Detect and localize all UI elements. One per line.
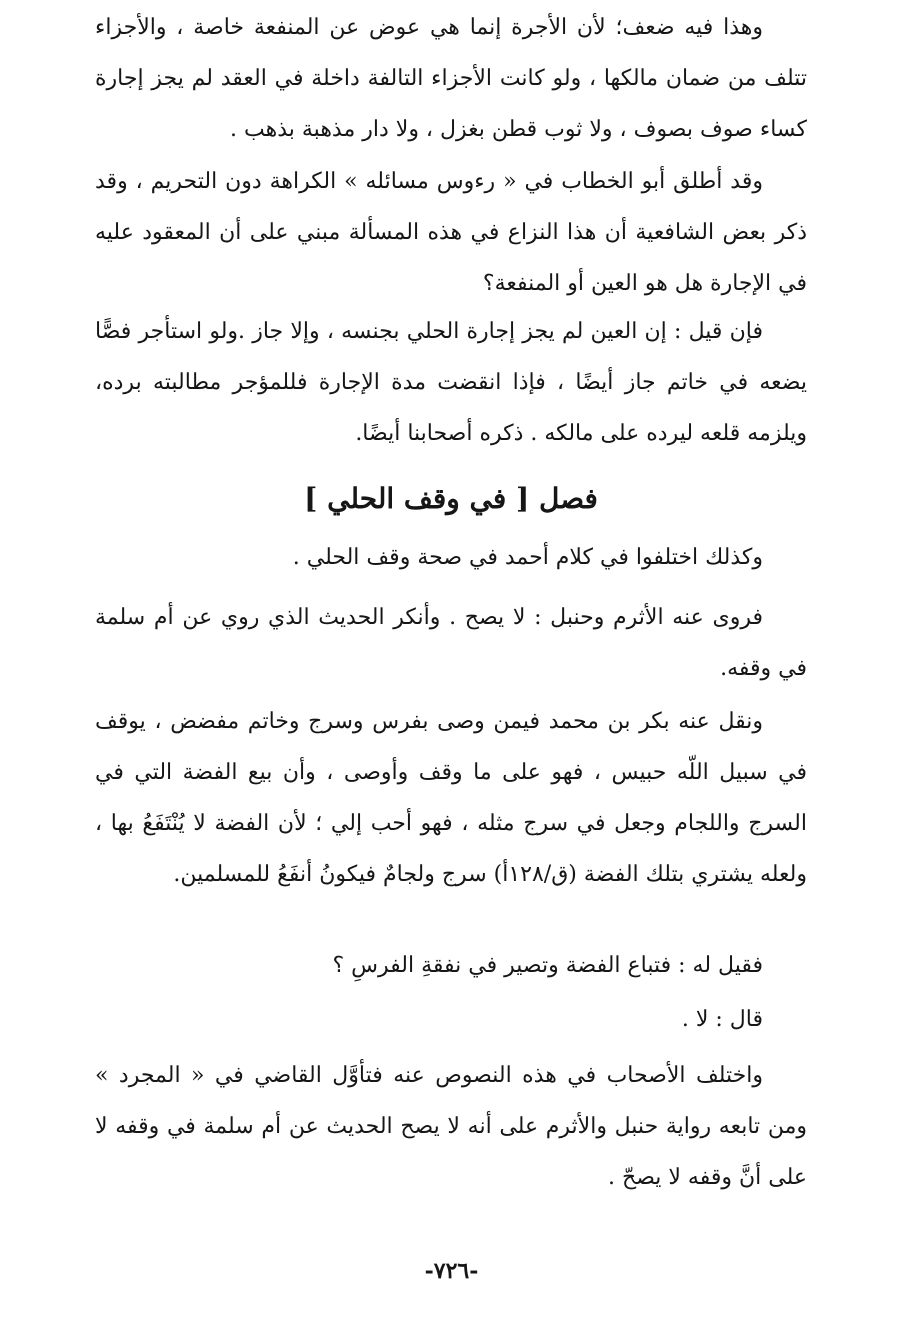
- section-heading: فصل [ في وقف الحلي ]: [304, 482, 598, 515]
- paragraph-question: فقيل له : فتباع الفضة وتصير في نفقةِ الفرسِ ؟: [332, 953, 763, 978]
- paragraph-companions-disagreement: واختلف الأصحاب في هذه النصوص عنه فتأوَّل القاضي في « المجرد » ومن تابعه رواية حنبل والأثرم على أنه لا يصح الحديث عن أم سلمة في وقفه لا على أنَّ وقفه لا يصحّ .: [95, 1063, 807, 1190]
- paragraph-bakr-ibn-muhammad: ونقل عنه بكر بن محمد فيمن وصى بفرس وسرج وخاتم مفضض ، يوقف في سبيل اللّه حبيس ، فهو على ما وقف وأوصى ، وأن بيع الفضة التي في السرج واللجام وجعل في سرج مثله ، فهو أحب إلي ؛ لأن الفضة لا يُنْتَفَعُ بها ، ولعله يشتري بتلك الفضة (ق/١٢٨أ) سرج ولجامٌ فيكونُ أنفَعُ للمسلمين.: [95, 709, 807, 887]
- paragraph-abu-al-khattab: وقد أطلق أبو الخطاب في « رءوس مسائله » الكراهة دون التحريم ، وقد ذكر بعض الشافعية أن هذا النزاع في هذه المسألة مبني على أن المعقود عليه في الإجارة هل هو العين أو المنفعة؟: [95, 169, 807, 296]
- paragraph-if-said: فإن قيل : إن العين لم يجز إجارة الحلي بجنسه ، وإلا جاز .ولو استأجر فصًّا يضعه في خاتم جاز أيضًا ، فإذا انقضت مدة الإجارة فللمؤجر مطالبته برده، ويلزمه قلعه ليرده على مالكه . ذكره أصحابنا أيضًا.: [95, 319, 807, 446]
- paragraph-ahmad-disagreement: وكذلك اختلفوا في كلام أحمد في صحة وقف الحلي .: [292, 545, 763, 570]
- paragraph-answer: قال : لا .: [681, 1007, 763, 1032]
- paragraph-wage-objection: وهذا فيه ضعف؛ لأن الأجرة إنما هي عوض عن المنفعة خاصة ، والأجزاء تتلف من ضمان مالكها ، ولو كانت الأجزاء التالفة داخلة في العقد لم يجز إجارة كساء صوف بصوف ، ولا ثوب قطن بغزل ، ولا دار مذهبة بذهب .: [95, 15, 807, 142]
- paragraph-athram-hanbal: فروى عنه الأثرم وحنبل : لا يصح . وأنكر الحديث الذي روي عن أم سلمة في وقفه.: [95, 605, 807, 681]
- page-number: -٧٢٦-: [424, 1258, 479, 1284]
